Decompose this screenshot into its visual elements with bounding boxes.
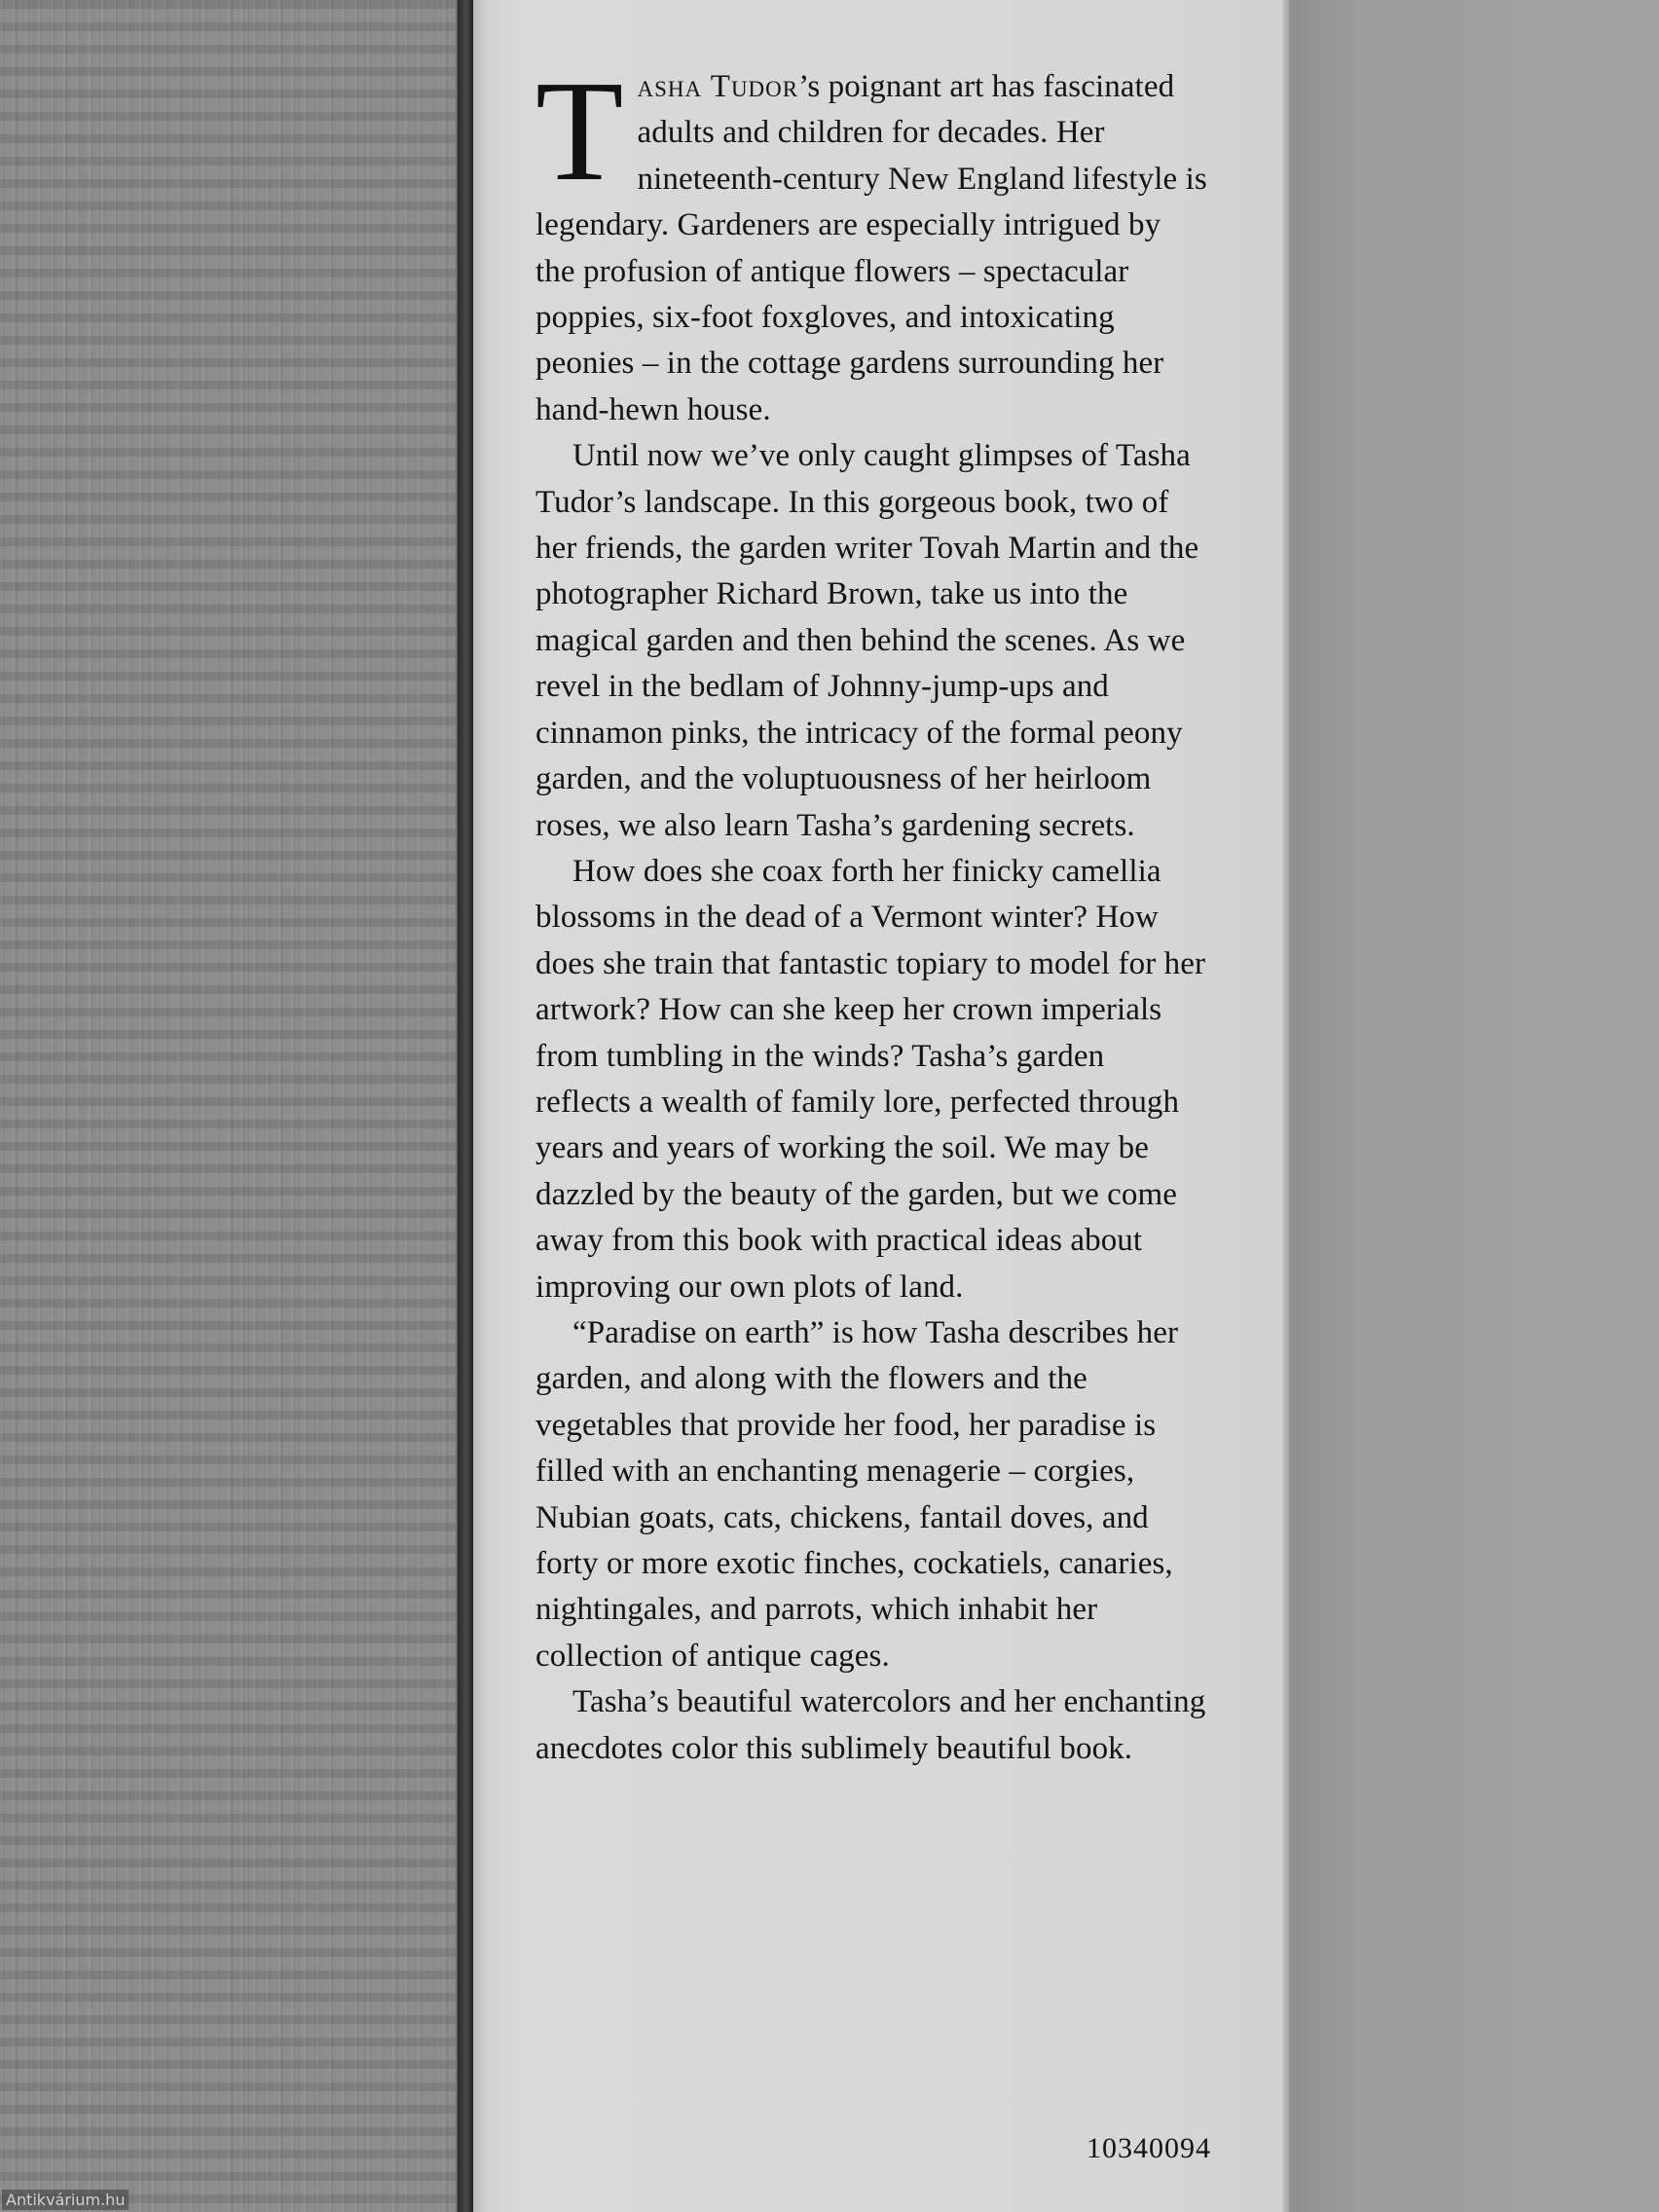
paragraph-1-text: ’s poignant art has fascinated adults and children for decades. Her nineteenth-century New England lifestyle is legendary. Gardeners are especially intrigued by the profusion of antique flowers – spectacular poppies, six-foot foxgloves, and intoxicating peonies – in the cottage gardens surrounding her hand-hewn house. <box>535 69 1207 427</box>
blurb-paragraph-2: Until now we’ve only caught glimpses of Tasha Tudor’s landscape. In this gorgeous book, two of her friends, the garden writer Tovah Martin and the photographer Richard Brown, take us into the magical garden and then behind the scenes. As we revel in the bedlam of Johnny-jump-ups and cinnamon pinks, the intricacy of the formal peony garden, and the voluptuousness of her heirloom roses, we also learn Tasha’s gardening secrets. <box>535 438 1199 843</box>
drop-cap-letter: T <box>535 52 624 211</box>
blurb-paragraph-5: Tasha’s beautiful watercolors and her enchanting anecdotes color this sublimely beautiful book. <box>535 1684 1206 1766</box>
blurb-paragraph-1 <box>535 52 1207 433</box>
jacket-blurb <box>535 52 1207 1772</box>
blurb-paragraph-4: “Paradise on earth” is how Tasha describes her garden, and along with the flowers and the vegetables that provide her food, her paradise is filled with an enchanting menagerie – corgies, Nubian goats, cats, chickens, fantail doves, and forty or more exotic finches, cockatiels, canaries, nightingales, and parrots, which inhabit her collection of antique cages. <box>535 1314 1179 1674</box>
opening-name-smallcaps: asha Tudor <box>637 69 799 104</box>
blurb-paragraph-3: How does she coax forth her finicky camellia blossoms in the dead of a Vermont winter? How does she train that fantastic topiary to model for her artwork? How can she keep her crown imperials from tumbling in the winds? Tasha’s garden reflects a wealth of family lore, perfected through years and years of working the soil. We may be dazzled by the beauty of the garden, but we come away from this book with practical ideas about improving our own plots of land. <box>535 853 1206 1305</box>
right-background <box>1289 0 1659 2212</box>
left-cover-board <box>0 0 465 2212</box>
site-watermark: Antikvárium.hu <box>2 2190 129 2210</box>
catalog-number: 10340094 <box>1087 2132 1211 2164</box>
